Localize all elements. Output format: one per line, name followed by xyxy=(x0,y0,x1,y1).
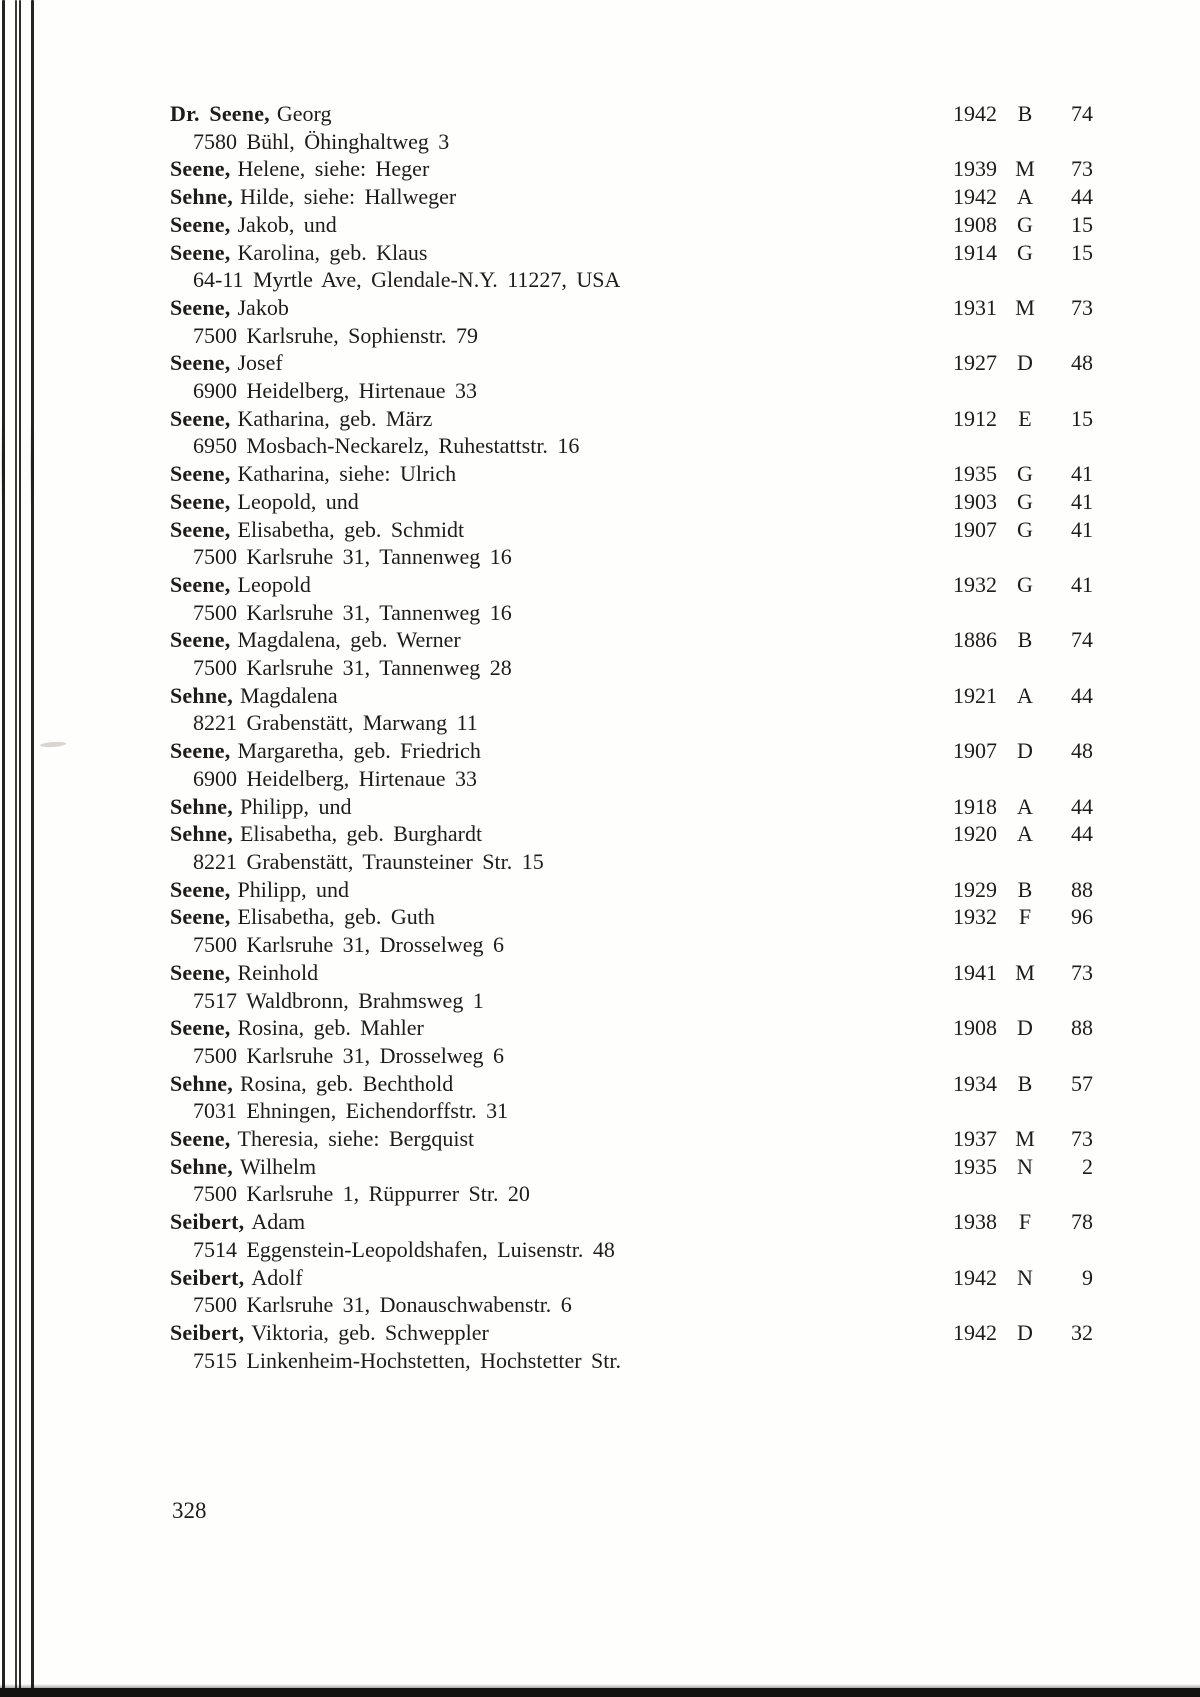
entry-row xyxy=(170,626,1093,654)
directory-entry xyxy=(170,100,1093,155)
entry-year: 1929 xyxy=(953,876,997,902)
entry-surname: Seene, xyxy=(170,516,231,542)
entry-page-ref: 44 xyxy=(1071,184,1093,210)
entry-surname: Seene, xyxy=(170,294,231,320)
entry-page-ref: 15 xyxy=(1071,405,1093,431)
entry-page-ref: 44 xyxy=(1071,793,1093,819)
entry-address: 6900 Heidelberg, Hirtenaue 33 xyxy=(193,765,477,791)
entry-year: 1942 xyxy=(953,1319,997,1345)
entry-surname: Seene, xyxy=(170,239,231,265)
entry-year: 1918 xyxy=(953,793,997,819)
entry-row xyxy=(170,1014,1093,1042)
directory-entry xyxy=(170,1153,1093,1208)
entry-address: 6950 Mosbach-Neckarelz, Ruhestattstr. 16 xyxy=(193,433,580,459)
entry-page-ref: 57 xyxy=(1071,1070,1093,1096)
entry-page-ref: 48 xyxy=(1071,738,1093,764)
entry-surname: Seibert, xyxy=(170,1319,245,1345)
entry-row xyxy=(170,737,1093,765)
entry-code-letter: G xyxy=(1017,239,1033,265)
entry-surname: Seene, xyxy=(170,904,231,930)
entry-given-names: Magdalena, geb. Werner xyxy=(237,627,461,653)
entry-row xyxy=(170,155,1093,183)
entry-given-names: Adolf xyxy=(251,1264,303,1290)
directory-entry xyxy=(170,405,1093,460)
entry-page-ref: 44 xyxy=(1071,682,1093,708)
entry-given-names: Rosina, geb. Bechthold xyxy=(239,1070,454,1096)
entry-name xyxy=(170,239,945,267)
entry-year: 1934 xyxy=(953,1070,997,1096)
entry-code-letter: M xyxy=(1015,294,1035,320)
directory-entry xyxy=(170,183,1093,211)
entry-year: 1941 xyxy=(953,959,997,985)
entry-address: 7500 Karlsruhe 1, Rüppurrer Str. 20 xyxy=(193,1181,530,1207)
entry-page-ref: 15 xyxy=(1071,211,1093,237)
entry-address: 7500 Karlsruhe 31, Tannenweg 28 xyxy=(193,655,512,681)
entry-given-names: Philipp, und xyxy=(237,876,350,902)
entry-year: 1942 xyxy=(953,101,997,126)
entry-code-letter: G xyxy=(1017,488,1033,514)
entry-code-letter: A xyxy=(1017,821,1033,847)
entry-address: 7500 Karlsruhe 31, Drosselweg 6 xyxy=(193,1042,504,1068)
entry-row xyxy=(170,959,1093,987)
entry-surname: Seene, xyxy=(170,156,231,182)
entry-code-letter: B xyxy=(1017,876,1033,902)
entry-code-letter: G xyxy=(1017,211,1033,237)
entry-surname: Sehne, xyxy=(170,1070,233,1096)
entry-given-names: Georg xyxy=(276,101,332,126)
entry-year: 1932 xyxy=(953,904,997,930)
directory-entry xyxy=(170,516,1093,571)
entry-page-ref: 88 xyxy=(1071,1015,1093,1041)
entry-given-names: Helene, siehe: Heger xyxy=(237,156,430,182)
directory-entry xyxy=(170,571,1093,626)
entry-code-letter: G xyxy=(1017,571,1033,597)
directory-entry xyxy=(170,1208,1093,1263)
entry-surname: Seene, xyxy=(170,738,231,764)
entry-row xyxy=(170,488,1093,516)
entry-page-ref: 73 xyxy=(1071,1126,1093,1152)
entry-year: 1931 xyxy=(953,294,997,320)
entry-name xyxy=(170,571,945,599)
entry-address: 7500 Karlsruhe 31, Donauschwabenstr. 6 xyxy=(193,1292,572,1318)
entry-name xyxy=(170,1070,945,1098)
entry-given-names: Elisabetha, geb. Burghardt xyxy=(239,821,483,847)
entry-code-letter: N xyxy=(1017,1153,1033,1179)
entry-year: 1939 xyxy=(953,156,997,182)
directory-entry xyxy=(170,1125,1093,1153)
entry-given-names: Leopold, und xyxy=(237,488,359,514)
entry-given-names: Philipp, und xyxy=(239,793,352,819)
directory-entry xyxy=(170,349,1093,404)
entry-name xyxy=(170,405,945,433)
entry-page-ref: 74 xyxy=(1071,627,1093,653)
entry-page-ref: 96 xyxy=(1071,904,1093,930)
entry-code-letter: D xyxy=(1017,350,1033,376)
entry-year: 1921 xyxy=(953,682,997,708)
entry-code-letter: D xyxy=(1017,1015,1033,1041)
entry-row xyxy=(170,460,1093,488)
entry-row xyxy=(170,1319,1093,1347)
entry-address: 6900 Heidelberg, Hirtenaue 33 xyxy=(193,378,477,404)
entry-given-names: Elisabetha, geb. Schmidt xyxy=(237,516,465,542)
entry-code-letter: M xyxy=(1015,1126,1035,1152)
directory-entry xyxy=(170,682,1093,737)
entry-name xyxy=(170,737,945,765)
entry-address: 7500 Karlsruhe 31, Tannenweg 16 xyxy=(193,544,512,570)
entry-page-ref: 9 xyxy=(1082,1264,1093,1290)
entry-page-ref: 2 xyxy=(1082,1153,1093,1179)
entry-code-letter: M xyxy=(1015,156,1035,182)
entry-given-names: Magdalena xyxy=(239,682,338,708)
entry-year: 1903 xyxy=(953,488,997,514)
entry-row xyxy=(170,1070,1093,1098)
entry-code-letter: D xyxy=(1017,1319,1033,1345)
entry-address: 7031 Ehningen, Eichendorffstr. 31 xyxy=(193,1098,509,1124)
directory-entry xyxy=(170,211,1093,239)
entry-page-ref: 88 xyxy=(1071,876,1093,902)
entry-given-names: Elisabetha, geb. Guth xyxy=(237,904,435,930)
entry-given-names: Leopold xyxy=(237,571,311,597)
entry-surname: Seene, xyxy=(170,571,231,597)
entry-given-names: Theresia, siehe: Bergquist xyxy=(237,1126,475,1152)
entry-address: 7515 Linkenheim-Hochstetten, Hochstetter Str. xyxy=(193,1347,621,1373)
entry-name xyxy=(170,626,945,654)
directory-list xyxy=(170,100,1093,1374)
entry-surname: Sehne, xyxy=(170,793,233,819)
entry-given-names: Karolina, geb. Klaus xyxy=(237,239,428,265)
entry-given-names: Josef xyxy=(237,350,283,376)
entry-address: 7500 Karlsruhe, Sophienstr. 79 xyxy=(193,322,479,348)
entry-given-names: Wilhelm xyxy=(239,1153,317,1179)
entry-year: 1914 xyxy=(953,239,997,265)
entry-address: 7514 Eggenstein-Leopoldshafen, Luisenstr. 48 xyxy=(193,1236,615,1262)
entry-address: 8221 Grabenstätt, Marwang 11 xyxy=(193,710,478,736)
entry-row xyxy=(170,405,1093,433)
entry-row xyxy=(170,1153,1093,1181)
entry-page-ref: 44 xyxy=(1071,821,1093,847)
entry-given-names: Rosina, geb. Mahler xyxy=(237,1015,424,1041)
entry-year: 1908 xyxy=(953,1015,997,1041)
page-number: 328 xyxy=(172,1498,207,1523)
book-binding-edge xyxy=(0,0,40,1697)
scan-smudge xyxy=(40,741,66,748)
entry-surname: Seene, xyxy=(170,350,231,376)
entry-row xyxy=(170,1125,1093,1153)
entry-code-letter: B xyxy=(1017,101,1033,126)
entry-year: 1942 xyxy=(953,1264,997,1290)
entry-given-names: Adam xyxy=(251,1209,306,1235)
entry-surname: Seene, xyxy=(170,876,231,902)
entry-row xyxy=(170,1208,1093,1236)
entry-row xyxy=(170,349,1093,377)
entry-surname: Seene, xyxy=(170,627,231,653)
entry-code-letter: B xyxy=(1017,627,1033,653)
entry-row xyxy=(170,682,1093,710)
entry-address: 7517 Waldbronn, Brahmsweg 1 xyxy=(193,987,484,1013)
entry-surname: Seene, xyxy=(170,1126,231,1152)
directory-entry xyxy=(170,820,1093,875)
directory-entry xyxy=(170,876,1093,904)
entry-surname: Sehne, xyxy=(170,821,233,847)
directory-entry xyxy=(170,626,1093,681)
entry-page-ref: 15 xyxy=(1071,239,1093,265)
entry-surname: Seibert, xyxy=(170,1209,245,1235)
entry-given-names: Hilde, siehe: Hallweger xyxy=(239,184,457,210)
entry-page-ref: 41 xyxy=(1071,488,1093,514)
entry-year: 1886 xyxy=(953,627,997,653)
directory-entry xyxy=(170,239,1093,294)
entry-surname: Seene, xyxy=(170,488,231,514)
entry-code-letter: F xyxy=(1018,904,1032,930)
entry-row xyxy=(170,100,1093,128)
entry-row xyxy=(170,903,1093,931)
entry-year: 1937 xyxy=(953,1126,997,1152)
entry-page-ref: 74 xyxy=(1071,101,1093,126)
page-bottom-scan-edge xyxy=(0,1688,1200,1697)
entry-year: 1927 xyxy=(953,350,997,376)
entry-given-names: Jakob, und xyxy=(237,211,337,237)
entry-year: 1942 xyxy=(953,184,997,210)
binding-line xyxy=(31,0,34,1692)
entry-surname: Seene, xyxy=(170,405,231,431)
entry-name xyxy=(170,155,945,183)
entry-given-names: Margaretha, geb. Friedrich xyxy=(237,738,481,764)
entry-row xyxy=(170,793,1093,821)
entry-row xyxy=(170,1264,1093,1292)
entry-name xyxy=(170,460,945,488)
entry-code-letter: F xyxy=(1018,1209,1032,1235)
entry-surname: Seibert, xyxy=(170,1264,245,1290)
entry-name xyxy=(170,488,945,516)
entry-year: 1920 xyxy=(953,821,997,847)
entry-name xyxy=(170,1125,945,1153)
entry-code-letter: E xyxy=(1018,405,1032,431)
entry-address: 64-11 Myrtle Ave, Glendale-N.Y. 11227, USA xyxy=(193,267,621,293)
entry-surname: Sehne, xyxy=(170,1153,233,1179)
entry-page-ref: 41 xyxy=(1071,571,1093,597)
entry-code-letter: G xyxy=(1017,516,1033,542)
binding-line xyxy=(2,0,5,1692)
entry-given-names: Katharina, siehe: Ulrich xyxy=(237,461,457,487)
directory-entry xyxy=(170,1264,1093,1319)
directory-entry xyxy=(170,155,1093,183)
entry-name xyxy=(170,100,945,128)
entry-surname: Seene, xyxy=(170,461,231,487)
entry-name xyxy=(170,1208,945,1236)
entry-page-ref: 73 xyxy=(1071,294,1093,320)
directory-entry xyxy=(170,460,1093,488)
entry-code-letter: A xyxy=(1017,184,1033,210)
directory-entry xyxy=(170,488,1093,516)
directory-entry xyxy=(170,1014,1093,1069)
entry-address: 7500 Karlsruhe 31, Drosselweg 6 xyxy=(193,932,504,958)
entry-given-names: Reinhold xyxy=(237,959,319,985)
directory-entry xyxy=(170,737,1093,792)
entry-row xyxy=(170,516,1093,544)
entry-name xyxy=(170,516,945,544)
entry-name xyxy=(170,903,945,931)
entry-name xyxy=(170,820,945,848)
directory-entry xyxy=(170,959,1093,1014)
entry-address: 8221 Grabenstätt, Traunsteiner Str. 15 xyxy=(193,848,544,874)
entry-code-letter: B xyxy=(1017,1070,1033,1096)
directory-entry xyxy=(170,903,1093,958)
entry-row xyxy=(170,183,1093,211)
entry-row xyxy=(170,211,1093,239)
entry-surname: Sehne, xyxy=(170,184,233,210)
entry-page-ref: 73 xyxy=(1071,156,1093,182)
entry-row xyxy=(170,820,1093,848)
entry-name xyxy=(170,1264,945,1292)
entry-page-ref: 73 xyxy=(1071,959,1093,985)
entry-page-ref: 78 xyxy=(1071,1209,1093,1235)
entry-name xyxy=(170,294,945,322)
binding-line xyxy=(19,0,21,1692)
entry-code-letter: G xyxy=(1017,461,1033,487)
entry-code-letter: A xyxy=(1017,682,1033,708)
entry-address: 7500 Karlsruhe 31, Tannenweg 16 xyxy=(193,599,512,625)
entry-name xyxy=(170,1014,945,1042)
entry-name xyxy=(170,1153,945,1181)
entry-year: 1907 xyxy=(953,516,997,542)
directory-entry xyxy=(170,294,1093,349)
entry-row xyxy=(170,571,1093,599)
entry-year: 1912 xyxy=(953,405,997,431)
entry-surname: Seene, xyxy=(170,959,231,985)
entry-name xyxy=(170,876,945,904)
binding-line xyxy=(15,0,17,1692)
entry-row xyxy=(170,876,1093,904)
entry-name xyxy=(170,682,945,710)
entry-page-ref: 32 xyxy=(1071,1319,1093,1345)
entry-row xyxy=(170,239,1093,267)
entry-surname: Seene, xyxy=(170,211,231,237)
entry-year: 1907 xyxy=(953,738,997,764)
entry-year: 1938 xyxy=(953,1209,997,1235)
entry-page-ref: 41 xyxy=(1071,461,1093,487)
entry-code-letter: D xyxy=(1017,738,1033,764)
entry-row xyxy=(170,294,1093,322)
entry-name xyxy=(170,793,945,821)
entry-year: 1935 xyxy=(953,461,997,487)
entry-year: 1908 xyxy=(953,211,997,237)
entry-given-names: Jakob xyxy=(237,294,289,320)
entry-surname: Seene, xyxy=(170,1015,231,1041)
entry-name xyxy=(170,1319,945,1347)
entry-name xyxy=(170,349,945,377)
entry-surname: Sehne, xyxy=(170,682,233,708)
entry-surname: Dr. Seene, xyxy=(170,101,270,126)
directory-entry xyxy=(170,1319,1093,1374)
entry-address: 7580 Bühl, Öhinghaltweg 3 xyxy=(193,128,450,154)
entry-page-ref: 41 xyxy=(1071,516,1093,542)
entry-year: 1932 xyxy=(953,571,997,597)
entry-name xyxy=(170,183,945,211)
entry-name xyxy=(170,211,945,239)
directory-entry xyxy=(170,1070,1093,1125)
directory-entry xyxy=(170,793,1093,821)
entry-code-letter: N xyxy=(1017,1264,1033,1290)
entry-code-letter: A xyxy=(1017,793,1033,819)
entry-year: 1935 xyxy=(953,1153,997,1179)
entry-name xyxy=(170,959,945,987)
entry-given-names: Viktoria, geb. Schweppler xyxy=(251,1319,489,1345)
entry-code-letter: M xyxy=(1015,959,1035,985)
entry-given-names: Katharina, geb. März xyxy=(237,405,433,431)
entry-page-ref: 48 xyxy=(1071,350,1093,376)
